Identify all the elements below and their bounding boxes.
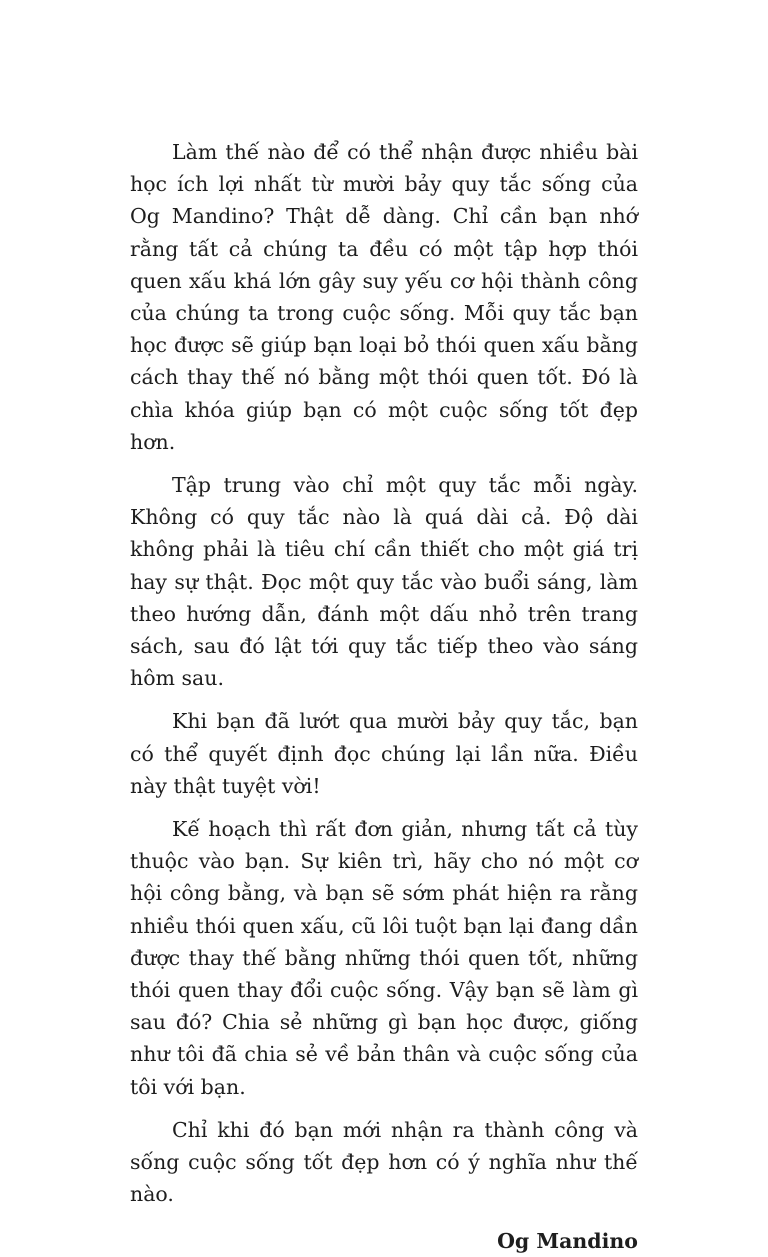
paragraph-5: Chỉ khi đó bạn mới nhận ra thành công và sống cuộc sống tốt đẹp hơn có ý nghĩa như thế nào. — [130, 1117, 638, 1207]
paragraph-2: Tập trung vào chỉ một quy tắc mỗi ngày. Không có quy tắc nào là quá dài cả. Độ dài không phải là tiêu chí cần thiết cho một giá trị hay sự thật. Đọc một quy tắc vào buổi sáng, làm theo hướng dẫn, đánh một dấu nhỏ trên trang sách, sau đó lật tới quy tắc tiếp theo vào sáng hôm sau. — [130, 473, 638, 691]
book-page — [130, 136, 638, 1257]
paragraph-4: Kế hoạch thì rất đơn giản, nhưng tất cả tùy thuộc vào bạn. Sự kiên trì, hãy cho nó một cơ hội công bằng, và bạn sẽ sớm phát hiện ra rằng nhiều thói quen xấu, cũ lôi tuột bạn lại đang dần được thay thế bằng những thói quen tốt, những thói quen thay đổi cuộc sống. Vậy bạn sẽ làm gì sau đó? Chia sẻ những gì bạn học được, giống như tôi đã chia sẻ về bản thân và cuộc sống của tôi với bạn. — [130, 817, 638, 1099]
author-signature: Og Mandino — [497, 1228, 638, 1253]
paragraph-1: Làm thế nào để có thể nhận được nhiều bài học ích lợi nhất từ mười bảy quy tắc sống của Og Mandino? Thật dễ dàng. Chỉ cần bạn nhớ rằng tất cả chúng ta đều có một tập hợp thói quen xấu khá lớn gây suy yếu cơ hội thành công của chúng ta trong cuộc sống. Mỗi quy tắc bạn học được sẽ giúp bạn loại bỏ thói quen xấu bằng cách thay thế nó bằng một thói quen tốt. Đó là chìa khóa giúp bạn có một cuộc sống tốt đẹp hơn. — [130, 140, 638, 454]
paragraph-3: Khi bạn đã lướt qua mười bảy quy tắc, bạn có thể quyết định đọc chúng lại lần nữa. Điều này thật tuyệt vời! — [130, 709, 638, 798]
